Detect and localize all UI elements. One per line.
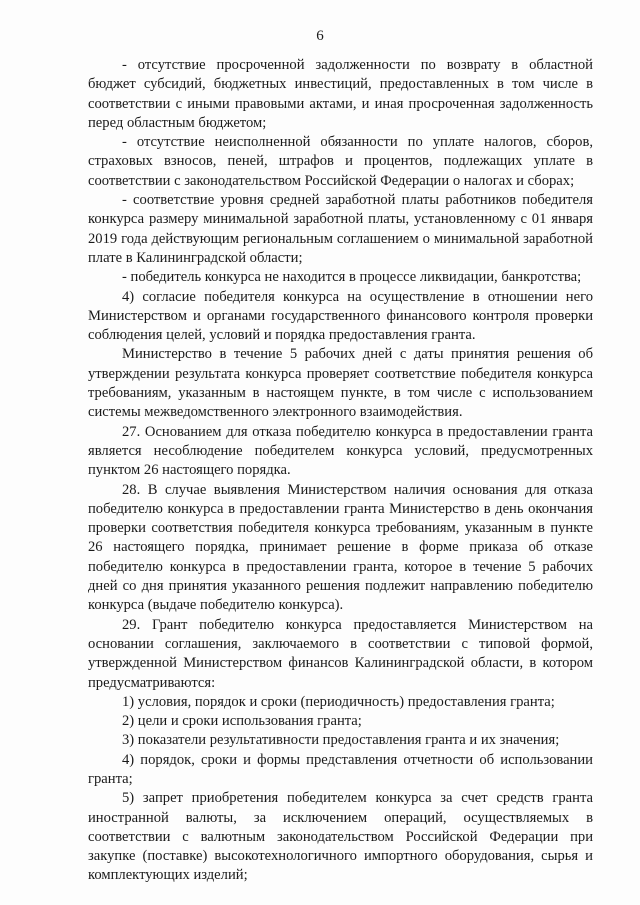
paragraph-consent-control: 4) согласие победителя конкурса на осуществление в отношении него Министерством и органами государственного финансового контроля проверки соблюдения целей, условий и порядка предоставления гранта.	[88, 288, 593, 344]
paragraph-ministry-check: Министерство в течение 5 рабочих дней с даты принятия решения об утверждении результата конкурса проверяет соответствие победителя конкурса требованиям, указанным в настоящем пункте, в том числе с использованием системы межведомственного электронного взаимодействия.	[88, 346, 593, 421]
list-item-2: 2) цели и сроки использования гранта;	[122, 713, 362, 730]
paragraph-no-overdue-debt: - отсутствие просроченной задолженности по возврату в областной бюджет субсидий, бюджетных инвестиций, предоставленных в том числе в соответствии с иными правовыми актами, и иная просроченная задолженность перед областным бюджетом;	[88, 57, 593, 131]
list-item-1: 1) условия, порядок и сроки (периодичность) предоставления гранта;	[122, 693, 555, 710]
list-item-5: 5) запрет приобретения победителем конкурса за счет средств гранта иностранной валюты, за исключением операций, осуществляемых в соответствии с валютным законодательством Российской Федерации при закупке (поставке) высокотехнологичного импортного оборудования, сырья и комплектующих изделий;	[88, 790, 593, 884]
page-number: 6	[316, 28, 324, 44]
paragraph-item-29: 29. Грант победителю конкурса предоставляется Министерством на основании соглашения, заключаемого в соответствии с типовой формой, утвержденной Министерством финансов Калининградской области, в котором предусматриваются:	[88, 616, 593, 691]
paragraph-no-liquidation: - победитель конкурса не находится в процессе ликвидации, банкротства;	[122, 269, 582, 286]
list-item-4: 4) порядок, сроки и формы представления отчетности об использовании гранта;	[88, 751, 593, 787]
list-item-3: 3) показатели результативности предоставления гранта и их значения;	[122, 732, 560, 749]
paragraph-minimum-wage: - соответствие уровня средней заработной платы работников победителя конкурса размеру минимальной заработной платы, установленному с 01 января 2019 года действующим региональным соглашением о минимальной заработной плате в Калининградской области;	[88, 192, 593, 266]
document-body	[88, 56, 593, 886]
paragraph-item-28: 28. В случае выявления Министерством наличия основания для отказа победителю конкурса в предоставлении гранта Министерство в день окончания проверки соответствия победителя конкурса требованиям, указанным в пункте 26 настоящего порядка, принимает решение в форме приказа об отказе победителю конкурса в предоставлении гранта, которое в течение 5 рабочих дней со дня принятия указанного решения подлежит направлению победителю конкурса (выдаче победителю конкурса).	[88, 481, 593, 614]
paragraph-no-tax-obligations: - отсутствие неисполненной обязанности по уплате налогов, сборов, страховых взносов, пеней, штрафов и процентов, подлежащих уплате в соответствии с законодательством Российской Федерации о налогах и сборах;	[88, 134, 593, 189]
paragraph-item-27: 27. Основанием для отказа победителю конкурса в предоставлении гранта является несоблюдение победителем конкурса условий, предусмотренных пунктом 26 настоящего порядка.	[88, 423, 593, 479]
